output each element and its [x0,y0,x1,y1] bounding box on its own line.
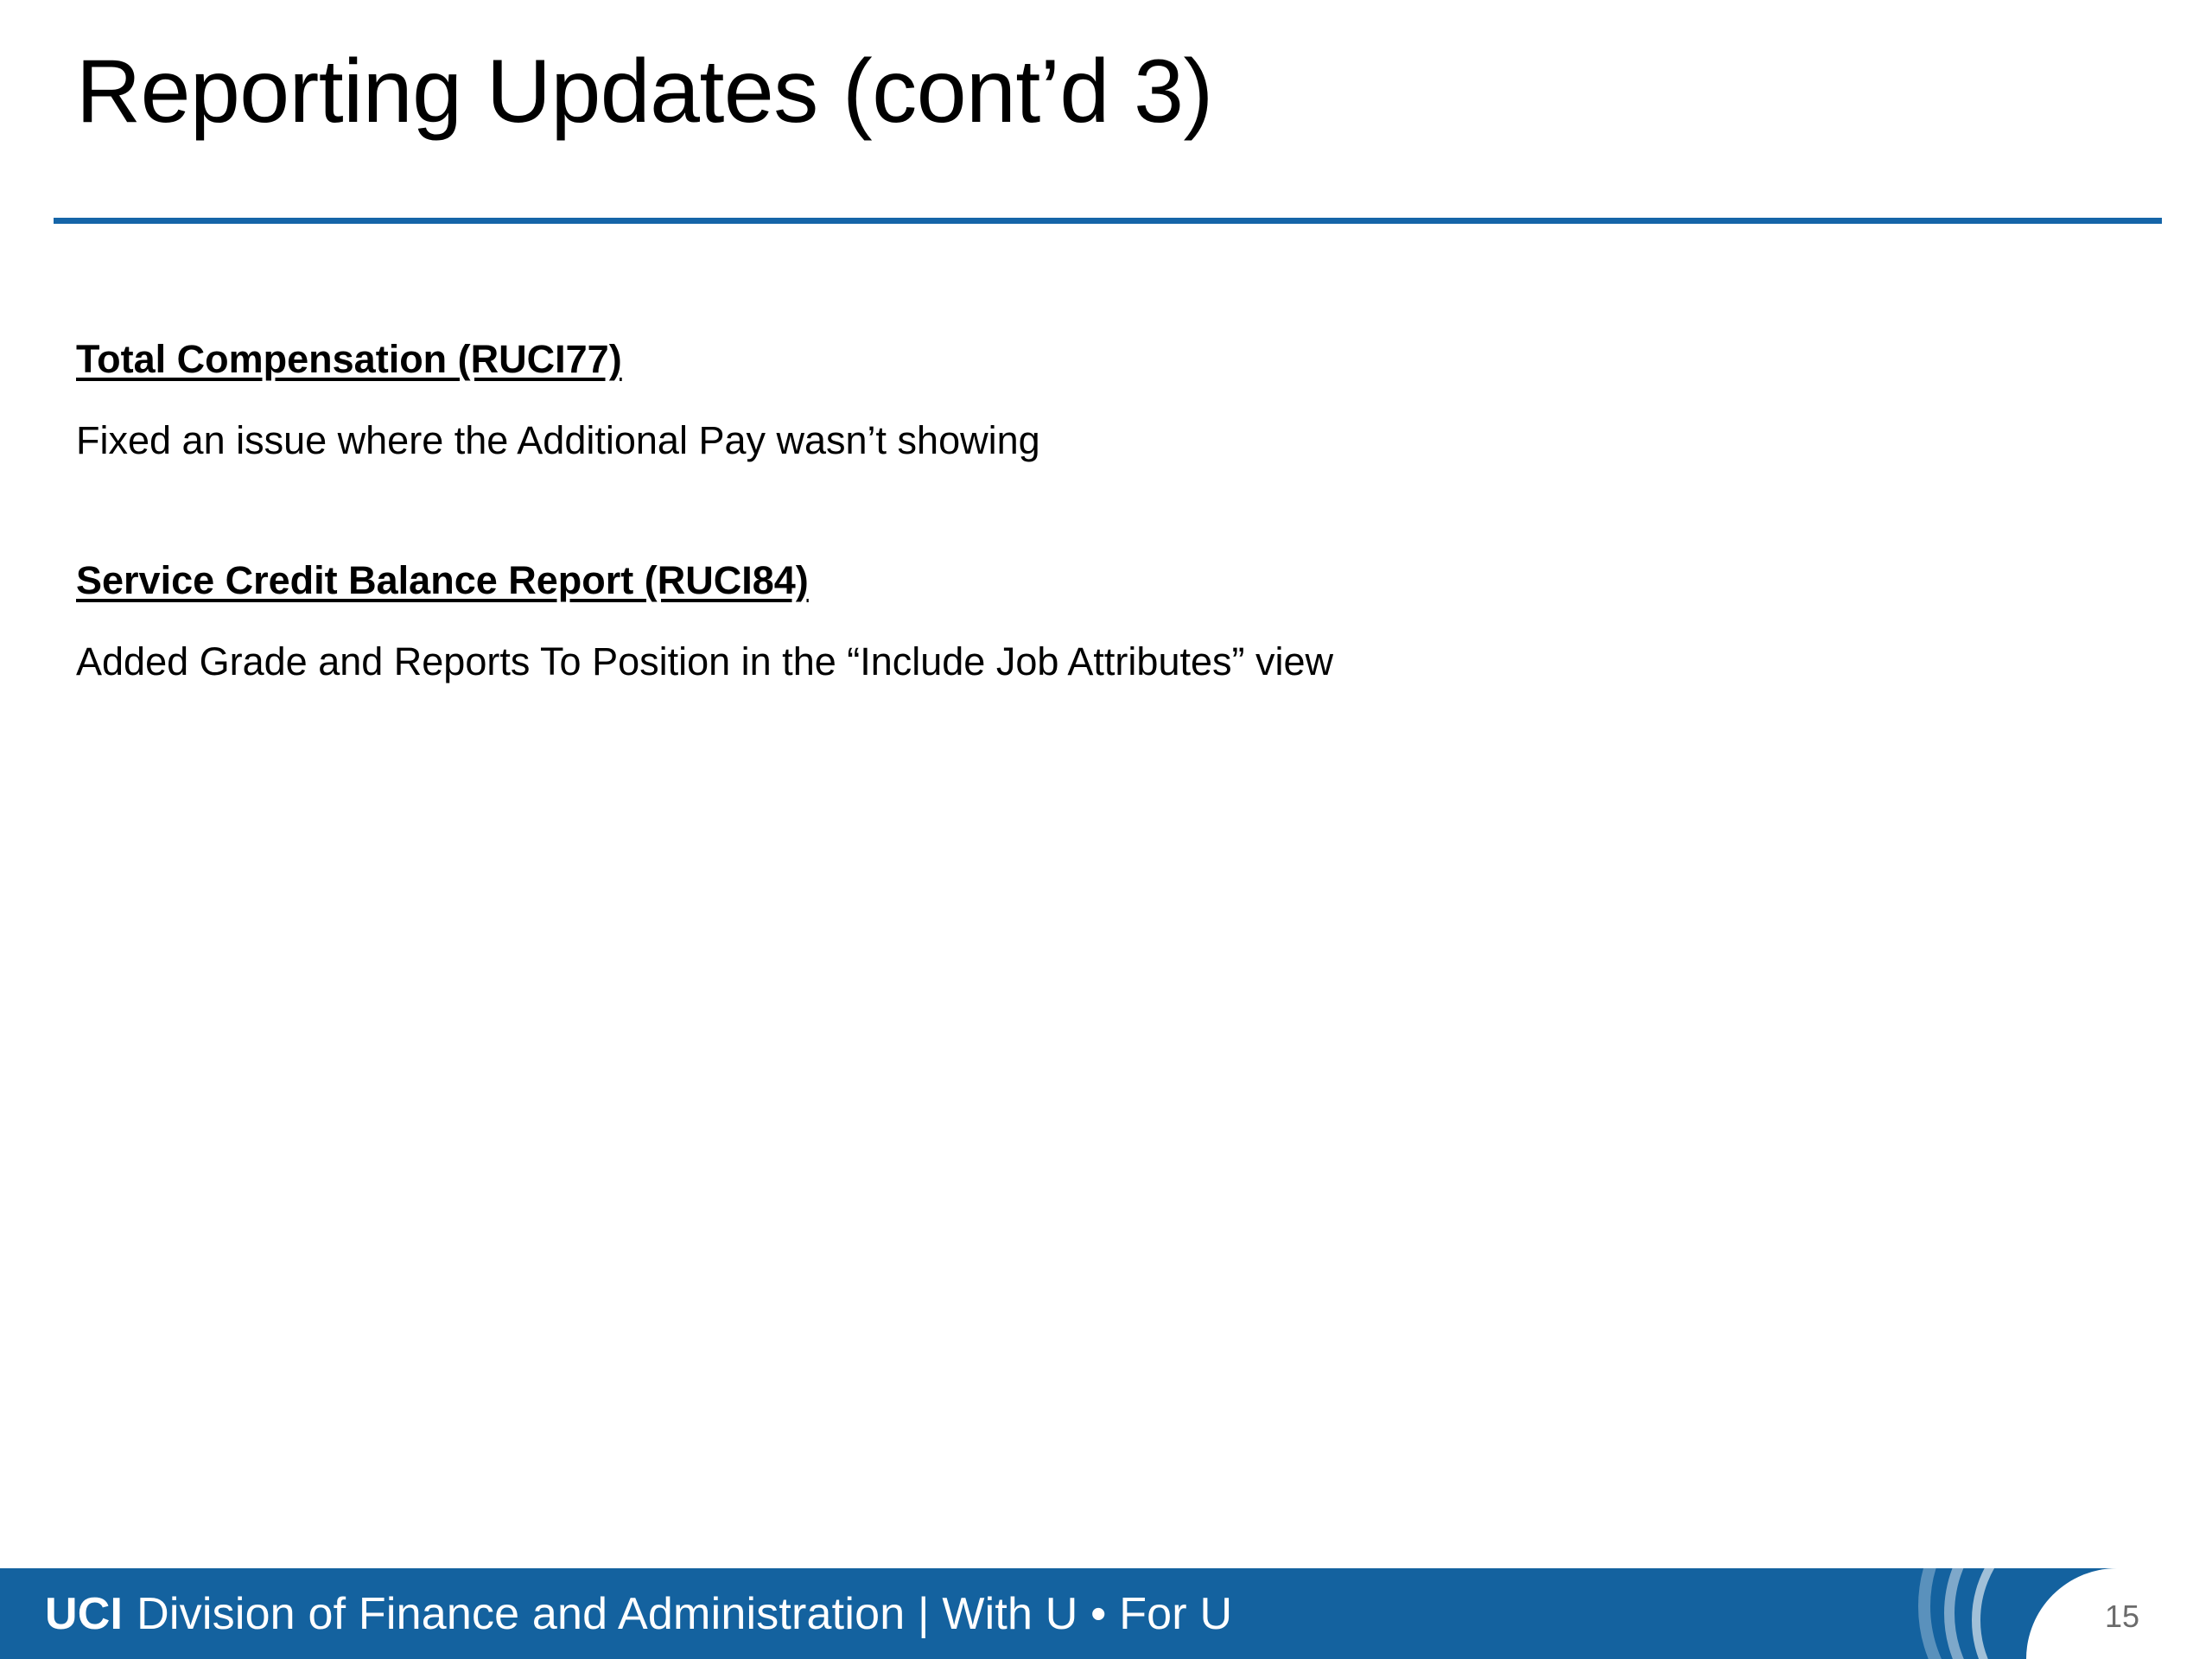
footer-brand: UCI [45,1588,124,1639]
section-heading: Total Compensation (RUCI77) [76,337,622,381]
title-divider [54,218,2162,224]
page-title: Reporting Updates (cont’d 3) [76,41,1213,142]
page-number: 15 [2104,1599,2139,1634]
content-section [76,558,2063,684]
slide-body [76,337,2063,684]
footer-tagline: Division of Finance and Administration | With U • For U [137,1588,1233,1639]
footer-text [45,1568,1232,1659]
footer-swoosh-decoration [1910,1568,2212,1659]
section-text: Added Grade and Reports To Position in the “Include Job Attributes” view [76,639,1334,683]
content-section [76,337,2063,463]
section-heading: Service Credit Balance Report (RUCI84) [76,558,809,602]
section-text: Fixed an issue where the Additional Pay wasn’t showing [76,418,1040,462]
